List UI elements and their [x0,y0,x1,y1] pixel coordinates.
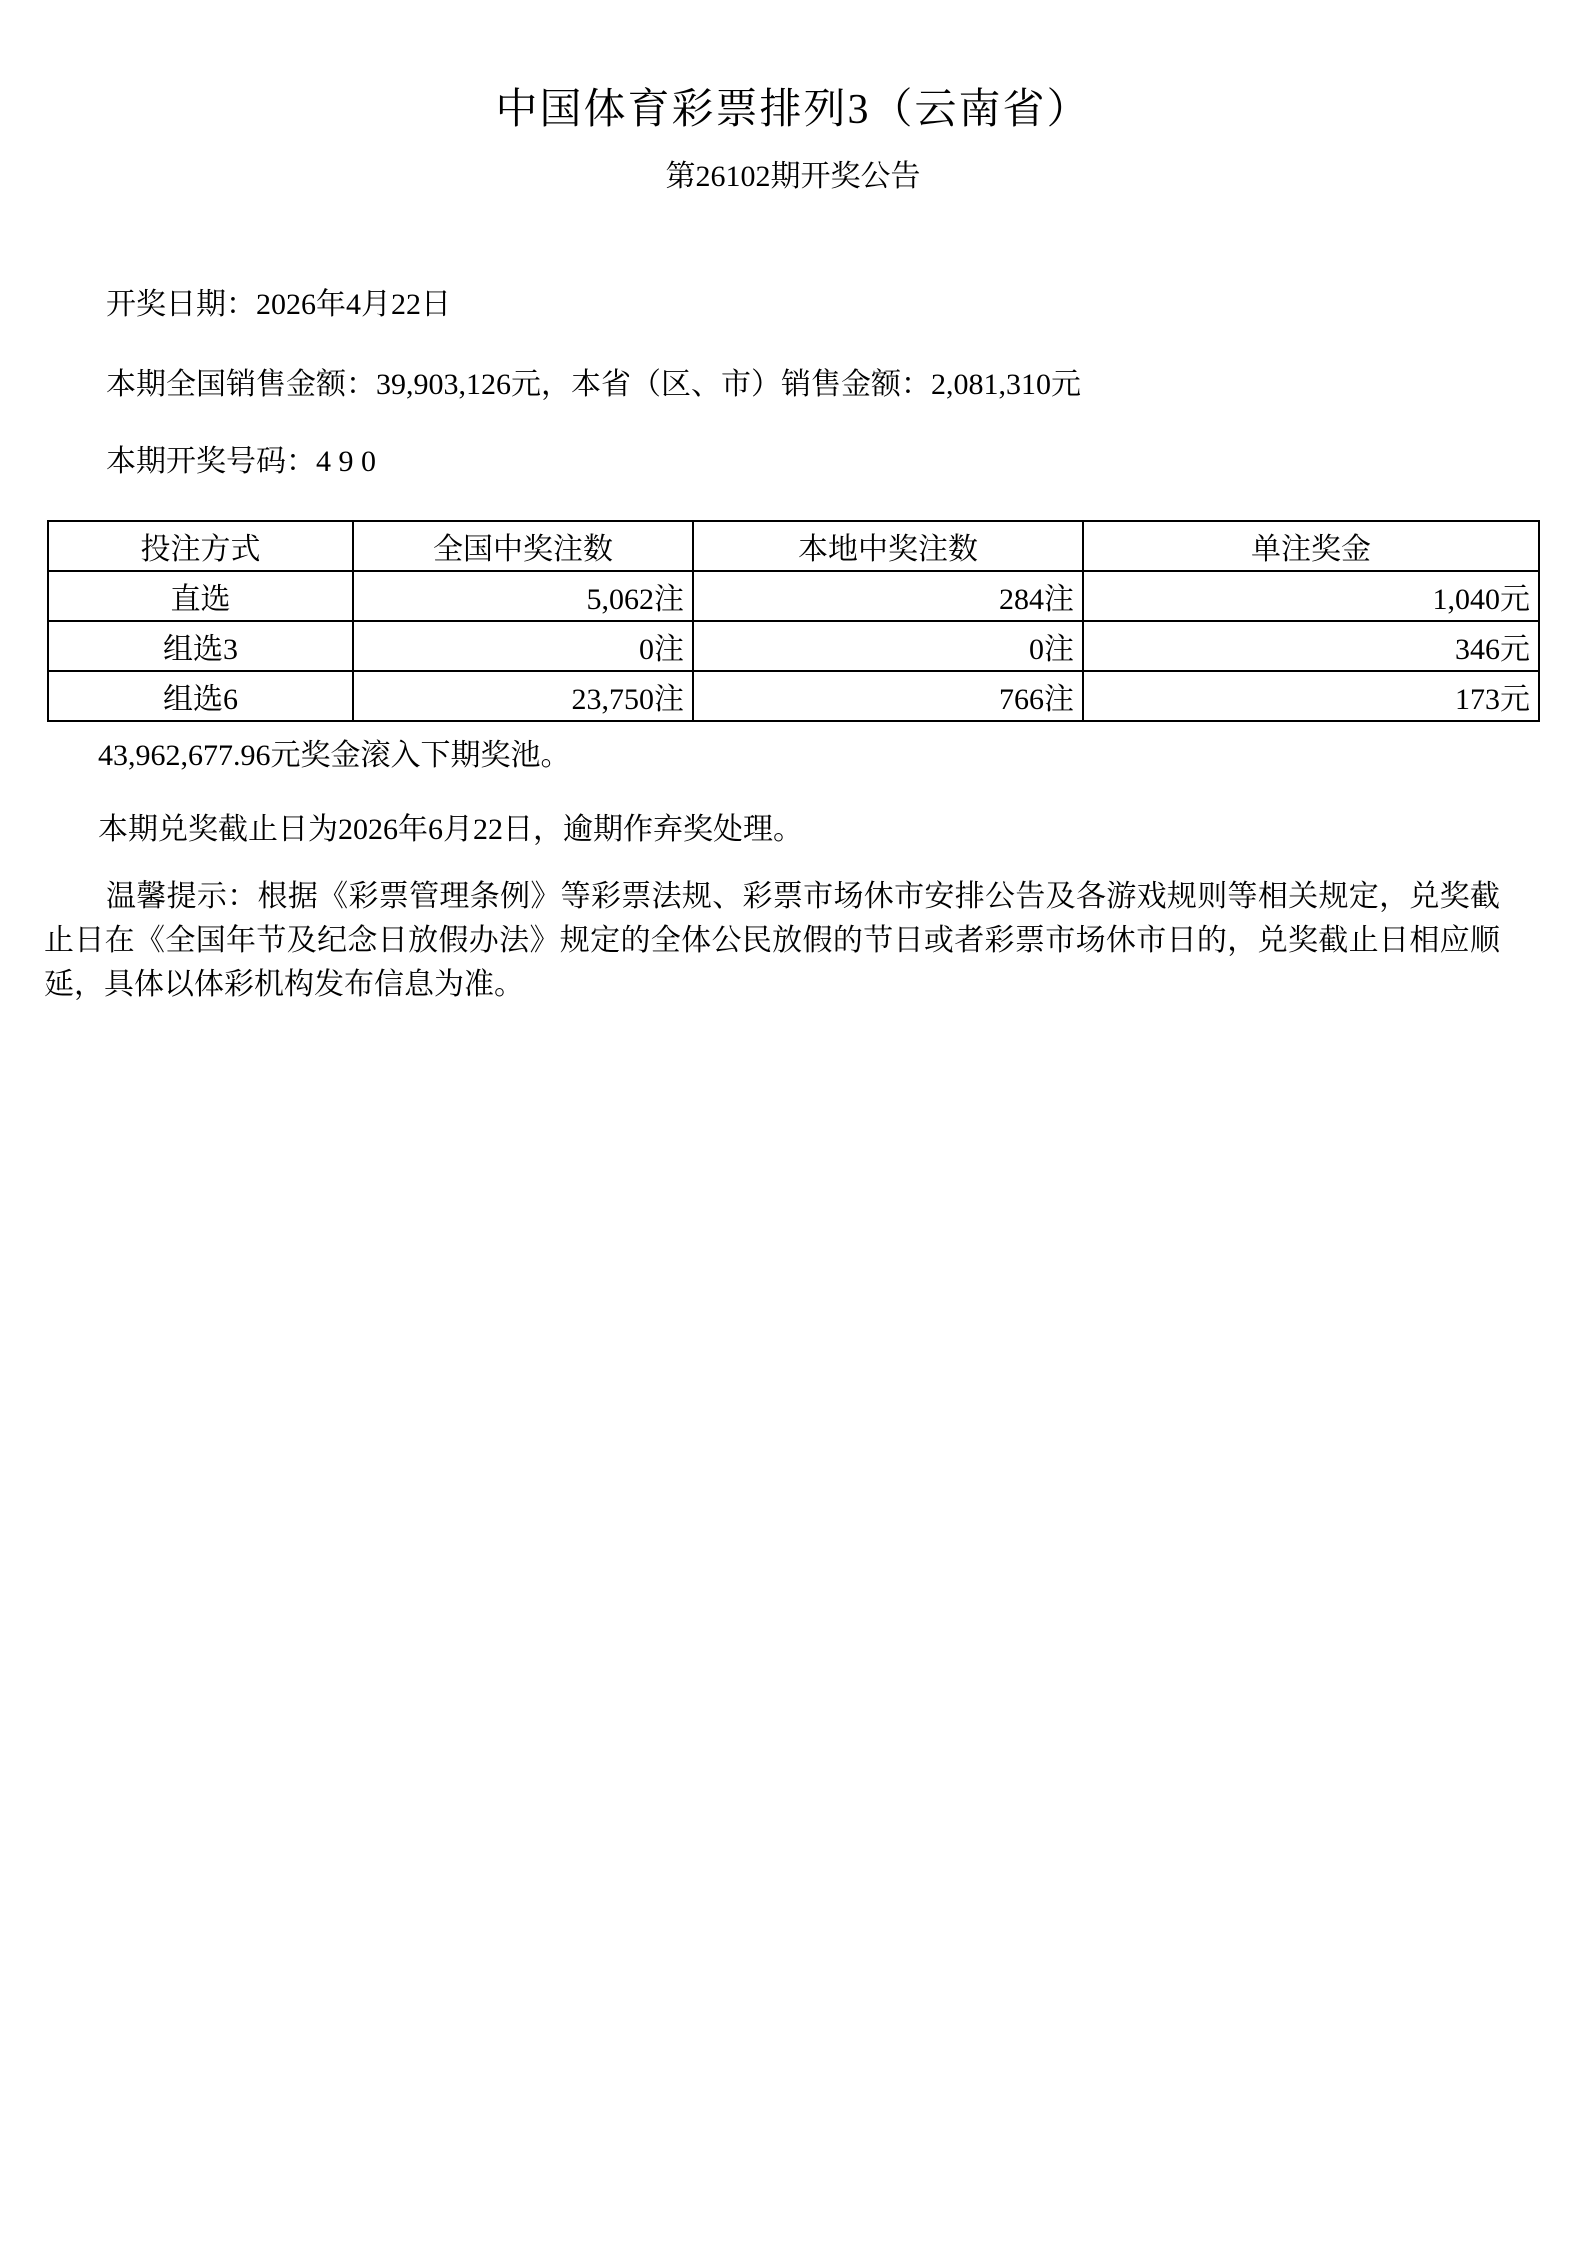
draw-numbers-value: 4 9 0 [316,445,376,478]
table-row [48,621,1539,671]
page-title: 中国体育彩票排列3（云南省） [495,87,1091,133]
cell-prize: 346元 [1083,621,1539,671]
cell-prize: 173元 [1083,671,1539,721]
cell-national-wins: 23,750注 [353,671,693,721]
prize-table [47,520,1540,722]
draw-numbers-label: 本期开奖号码： [106,445,316,478]
cell-prize: 1,040元 [1083,571,1539,621]
cell-national-wins: 5,062注 [353,571,693,621]
table-row [48,571,1539,621]
table-row [48,671,1539,721]
header-national-wins: 全国中奖注数 [353,521,693,571]
deadline-line: 本期兑奖截止日为2026年6月22日，逾期作弃奖处理。 [98,813,803,846]
cell-method: 直选 [48,571,353,621]
page-subtitle: 第26102期开奖公告 [665,160,921,193]
cell-method: 组选6 [48,671,353,721]
cell-local-wins: 0注 [693,621,1083,671]
cell-local-wins: 766注 [693,671,1083,721]
header-local-wins: 本地中奖注数 [693,521,1083,571]
draw-numbers-line [44,444,1500,480]
prize-table-wrap [47,520,1538,722]
rollover-line: 43,962,677.96元奖金滚入下期奖池。 [98,739,571,772]
cell-method: 组选3 [48,621,353,671]
cell-national-wins: 0注 [353,621,693,671]
header-prize-amount: 单注奖金 [1083,521,1539,571]
sales-amount-line: 本期全国销售金额：39,903,126元，本省（区、市）销售金额：2,081,310元 [106,368,1081,401]
draw-date-line: 开奖日期：2026年4月22日 [106,288,451,321]
prize-table-header-row [48,521,1539,571]
header-bet-method: 投注方式 [48,521,353,571]
cell-local-wins: 284注 [693,571,1083,621]
notice-paragraph: 温馨提示：根据《彩票管理条例》等彩票法规、彩票市场休市安排公告及各游戏规则等相关规定，兑奖截止日在《全国年节及纪念日放假办法》规定的全体公民放假的节日或者彩票市场休市日的，兑奖截止日相应顺延，具体以体彩机构发布信息为准。 [44,880,1500,1001]
